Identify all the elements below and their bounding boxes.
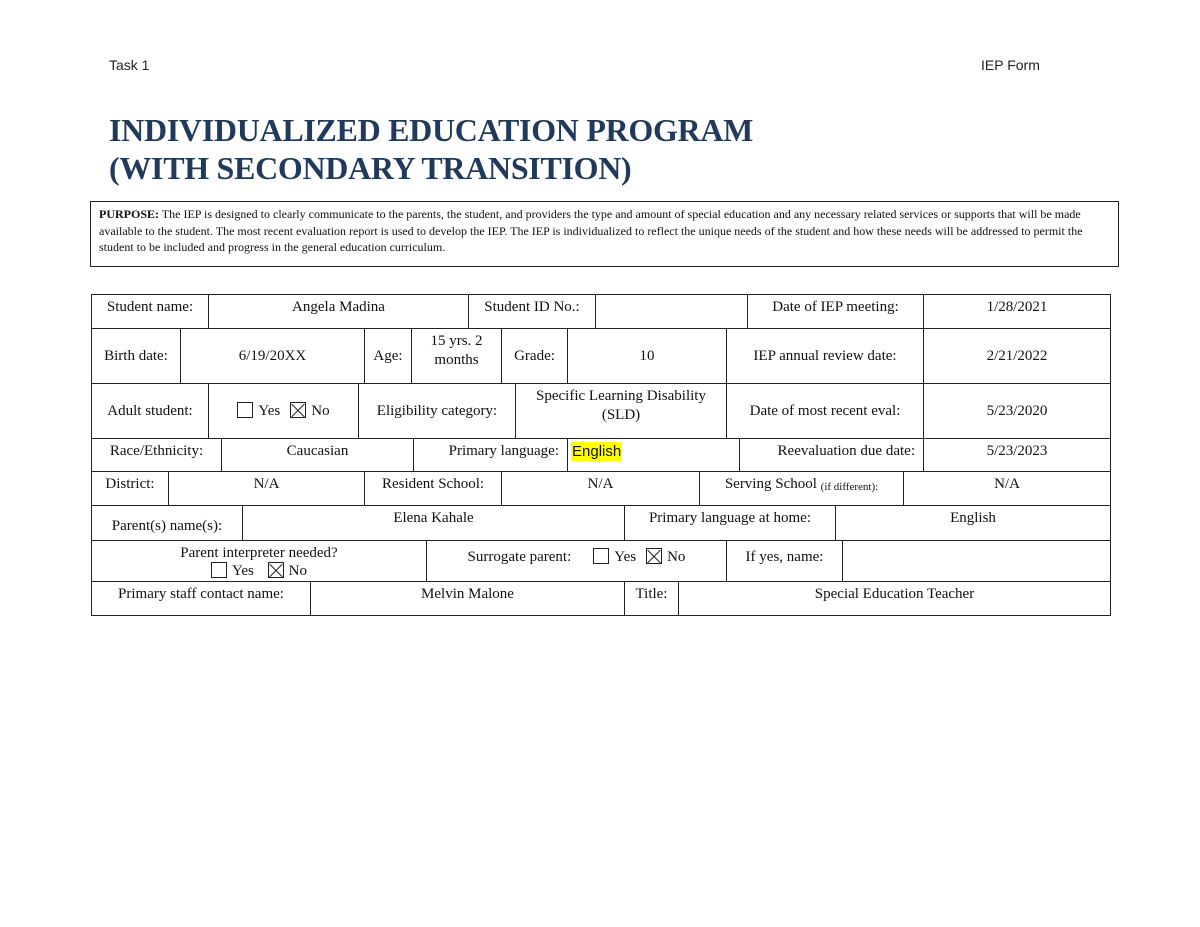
staff-title-field[interactable]: Special Education Teacher [814,586,975,602]
if-yes-name-field[interactable] [843,541,1110,581]
primary-language-label: Primary language: [414,439,568,471]
surrogate-yes[interactable] [593,548,636,567]
student-info-form [91,294,1111,616]
reeval-label: Reevaluation due date: [740,439,924,471]
parent-names-label: Parent(s) name(s): [92,506,243,540]
home-language-field[interactable]: English [950,510,996,526]
parent-names-field[interactable]: Elena Kahale [243,506,625,540]
student-id-label: Student ID No.: [469,295,596,328]
eligibility-label: Eligibility category: [359,384,516,438]
surrogate-cell [427,541,727,581]
annual-review-field[interactable]: 2/21/2022 [986,347,1048,364]
checkbox-unchecked-icon[interactable] [593,548,609,564]
yes-label: Yes [614,549,637,565]
form-row-race [92,439,1110,472]
primary-language-field[interactable] [568,439,740,471]
adult-student-no[interactable] [290,402,329,421]
form-row-district [92,472,1110,506]
serving-school-note: (if different): [820,481,879,493]
district-field[interactable]: N/A [169,472,365,505]
interpreter-options [211,562,307,580]
purpose-label: PURPOSE: [99,207,159,221]
no-label: No [288,563,307,579]
interpreter-label: Parent interpreter needed? [180,545,338,561]
form-row-interpreter [92,541,1110,582]
adult-student-yes[interactable] [237,402,280,421]
birth-date-label: Birth date: [92,329,181,383]
form-row-adult [92,384,1110,439]
home-language-label: Primary language at home: [625,506,836,540]
reeval-field[interactable]: 5/23/2023 [986,443,1048,459]
resident-school-field[interactable]: N/A [502,472,700,505]
interpreter-cell [92,541,427,581]
if-yes-label: If yes, name: [727,541,843,581]
adult-student-label: Adult student: [92,384,209,438]
annual-review-label: IEP annual review date: [727,329,924,383]
age-field[interactable]: 15 yrs. 2 months [412,329,502,383]
grade-label: Grade: [502,329,568,383]
no-label: No [311,402,330,419]
staff-contact-label: Primary staff contact name: [92,582,311,615]
form-row-staff [92,582,1110,616]
interpreter-yes[interactable] [211,563,254,579]
surrogate-no[interactable] [646,548,685,567]
checkbox-unchecked-icon[interactable] [237,402,253,418]
yes-label: Yes [232,563,254,579]
page-header-left: Task 1 [109,57,150,73]
recent-eval-field[interactable]: 5/23/2020 [986,402,1048,419]
form-row-birth [92,329,1110,384]
district-label: District: [92,472,169,505]
page-header-right: IEP Form [981,57,1040,73]
adult-student-options [209,384,359,438]
staff-title-label: Title: [625,582,679,615]
title-line-2: (WITH SECONDARY TRANSITION) [109,150,632,186]
primary-language-value: English [572,443,622,460]
no-label: No [667,549,686,565]
staff-contact-field[interactable]: Melvin Malone [311,582,625,615]
purpose-box [90,201,1119,267]
student-id-field[interactable] [596,295,748,328]
checkbox-checked-icon[interactable] [268,562,284,578]
race-field[interactable]: Caucasian [222,439,414,471]
checkbox-checked-icon[interactable] [290,402,306,418]
page-title [109,111,753,187]
iep-meeting-label: Date of IEP meeting: [748,295,924,328]
yes-label: Yes [258,402,281,419]
form-row-student [92,295,1110,329]
race-label: Race/Ethnicity: [92,439,222,471]
birth-date-field[interactable]: 6/19/20XX [181,329,365,383]
serving-school-label [700,472,904,505]
resident-school-label: Resident School: [365,472,502,505]
iep-meeting-field[interactable]: 1/28/2021 [986,299,1048,315]
surrogate-label: Surrogate parent: [467,549,572,565]
grade-field[interactable]: 10 [568,329,727,383]
title-line-1: INDIVIDUALIZED EDUCATION PROGRAM [109,112,754,148]
age-label: Age: [365,329,412,383]
serving-school-label-text: Serving School [724,476,817,492]
student-name-field[interactable]: Angela Madina [209,295,469,328]
interpreter-no[interactable] [268,563,307,579]
eligibility-field[interactable]: Specific Learning Disability (SLD) [516,384,727,438]
form-row-parents [92,506,1110,541]
purpose-text: The IEP is designed to clearly communicate to the parents, the student, and providers the type and amount of special education and any necessary related services or supports that will be made available to the student. The most recent evaluation report is used to develop the IEP. The IEP is individualized to reflect the unique needs of the student and how these needs will be addressed to permit the student to be included and progress in the general education curriculum. [99,207,1083,254]
serving-school-field[interactable]: N/A [994,476,1020,492]
student-name-label: Student name: [92,295,209,328]
checkbox-unchecked-icon[interactable] [211,562,227,578]
checkbox-checked-icon[interactable] [646,548,662,564]
recent-eval-label: Date of most recent eval: [727,384,924,438]
